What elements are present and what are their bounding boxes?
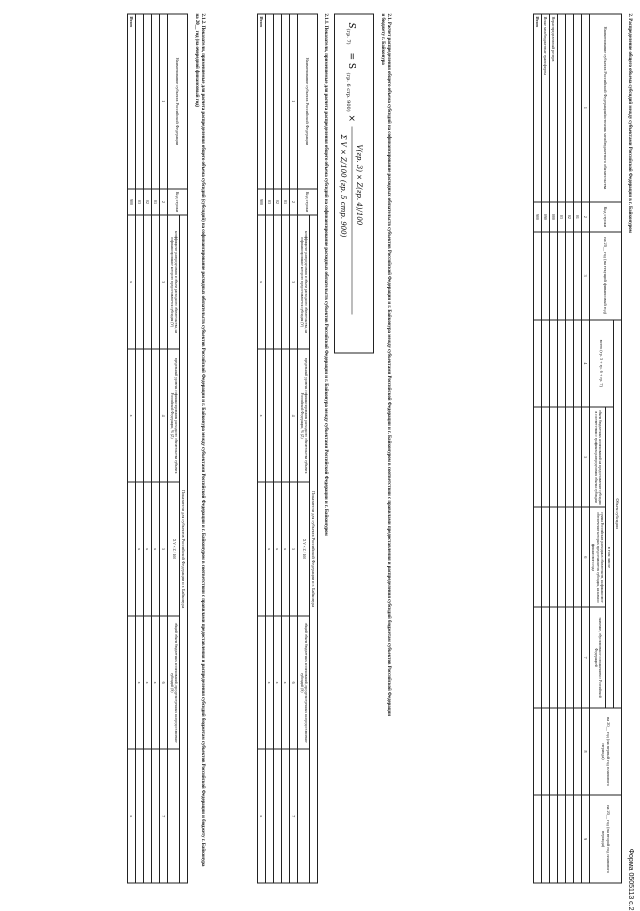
t1-num: 4 [582,320,590,408]
t3-num: 6 [160,616,168,750]
t1-col-c: значение, обусловленное соглашением с Российской Федерацией [590,607,606,707]
t2-num: 7 [290,749,298,883]
t2-num: 1 [290,14,298,189]
t1-col-total-head: Объем субсидии [614,320,622,708]
t2-num: 2 [290,189,298,216]
indicators-table-1 [257,14,318,884]
note-212b: на 20__ год (на очередной финансовый год) [194,13,199,108]
t3-sub-c: Σ V × Z / 100 [168,482,180,616]
t1-col-a: объем бюджетных ассигнований на предоставление субсидии в соответствии с графиком распределения объема субсидии [590,407,606,507]
t2-col-code: Код строки [298,189,318,216]
t2-num: 3 [290,215,298,349]
table-row: Иные межбюджетные трансферты 090 [542,14,550,883]
t3-num: 7 [160,749,168,883]
table-row-total: Итого 900 x x x [128,14,136,883]
t1-col-next1: на 20__ год (на первый год планового периода) [590,708,622,796]
t3-num: 2 [160,189,168,216]
table-row-total: Итого 900 x x x [258,14,266,883]
t1-col-name: Наименование субъекта Российской Федерации/источник межбюджетного обязательства [590,14,622,202]
t3-sub-a: коэффициент распределения и объем расходного обязательства, на софинансирование которого предоставляется субсидия (V) [168,215,180,349]
t2-sub-b: предельный уровень софинансирования расходного обязательства субъекта Российской Федерации, % (Z) [298,349,310,483]
form-code: Форма 0505113 с.2 [627,848,634,911]
table-row: 03 x x [266,14,274,883]
formula-numerator: V(гр. 3) × Z(гр. 4)/100 [355,144,363,226]
t3-col-name: Наименование субъекта Российской Федерации [168,14,188,189]
table-row: 02 [566,14,574,883]
table-row: 01 [574,14,582,883]
t1-col-year: на 20__ год (на текущий финансовый год) [590,232,622,320]
note-212: 2.1.2. Показатели, применяемые для расчета распределения общего объема субсидий (субсидий) на софинансирование расходных обязательств субъектов Российской Федерации и г. Байконура между субъектами Российской Федерации и г. Байконуром в соответствии с правилами предоставления и распределения субсидий бюджетам субъектов Российской Федерации и бюджету г. Байконура [200,13,205,867]
t2-sub-a: коэффициент распределения и объем расходного обязательства, на софинансирование которого предоставляется субсидия (V) [298,215,310,349]
note-21b: и бюджету г. Байконура [380,13,385,65]
formula-s-sub: (гр. 6 стр. 900) [345,72,351,112]
t2-num: 5 [290,482,298,616]
table-row: Нераспределенный резерв 000 [550,14,558,883]
table-row: 01 x x [282,14,290,883]
t1-num: 2 [582,202,590,232]
table-row: 03 [558,14,566,883]
formula-box [334,14,374,354]
formula-times: × [346,114,356,123]
t1-num: 1 [582,14,590,202]
t1-num: 7 [582,607,590,707]
t1-num: 3 [582,232,590,320]
t2-group-head: Показатели для субъекта Российской Федерации и г. Байконура [310,215,318,883]
formula-left-sub: (гр. 7) [345,28,351,45]
table-row: 03 x x [136,14,144,883]
t2-num: 4 [290,349,298,483]
t1-col-next2: на 20__ год (на второй год планового периода) [590,795,622,883]
t3-num: 4 [160,349,168,483]
t1-num: 6 [582,507,590,607]
formula-left: S [346,22,356,29]
section-title: 2. Распределение общего объема субсидий между субъектами Российской Федерации в г. Байконуром [627,13,632,233]
t3-sub-d: общий объем бюджетных ассигнований, предусмотренных на предоставление субсидий (S) [168,616,180,750]
formula-eq: = S [346,52,356,70]
table-row: 02 x x [274,14,282,883]
t3-sub-b: предельный уровень софинансирования расходного обязательства субъекта Российской Федерации, % (Z) [168,349,180,483]
t1-num: 5 [582,407,590,507]
t1-num: 8 [582,708,590,796]
t1-col-code: Код строки [590,202,622,232]
t1-col-incl: в том числе [606,407,614,708]
formula-denominator: Σ V × Z/100 (гр. 5 стр. 900) [339,134,347,238]
t2-sub-d: общий объем бюджетных ассигнований, предусмотренных на предоставление субсидий (S) [298,616,310,750]
distribution-table [533,14,622,884]
table-row-total: Итого 900 [534,14,542,883]
t2-num: 6 [290,616,298,750]
t1-num: 9 [582,795,590,883]
t3-col-code: Код строки [168,189,188,216]
note-211: 2.1.1. Показатели, применяемые для расчета распределения общего объема субсидий на софинансирование расходных обязательств субъектов Российской Федерации и г. Байконура между субъектами Российской Федерации и г. Байконуром [323,13,328,536]
t2-sub-c: Σ V × Z / 100 [298,482,310,616]
t1-col-b: сумма Российских расходных обязательств, на финансовое обеспечение которых предоставляется субсидия, на начало финансового года [590,507,606,607]
table-row: 01 x x [152,14,160,883]
formula-svg [333,15,373,355]
indicators-table-2 [127,14,188,884]
t3-group-head: Показатели для субъектов Российской Федерации и г. Байконура [180,215,188,883]
t3-num: 3 [160,215,168,349]
t2-col-name: Наименование субъекта Российской Федерации [298,14,318,189]
table-row: 02 x x [144,14,152,883]
t3-num: 1 [160,14,168,189]
t3-num: 5 [160,482,168,616]
note-21: 2.1. Расчет распределения общего объема субсидий на софинансирование расходных обязательств субъектов Российской Федерации и г. Байконура между субъектами Российской Федерации и г. Байконуром в соответствии с правилами предоставления и распределения субсидий бюджетам субъектов Российской Федерации [386,13,391,717]
t1-col-total: всего (гр. 3 + гр. 6 + гр. 7) [590,320,614,408]
